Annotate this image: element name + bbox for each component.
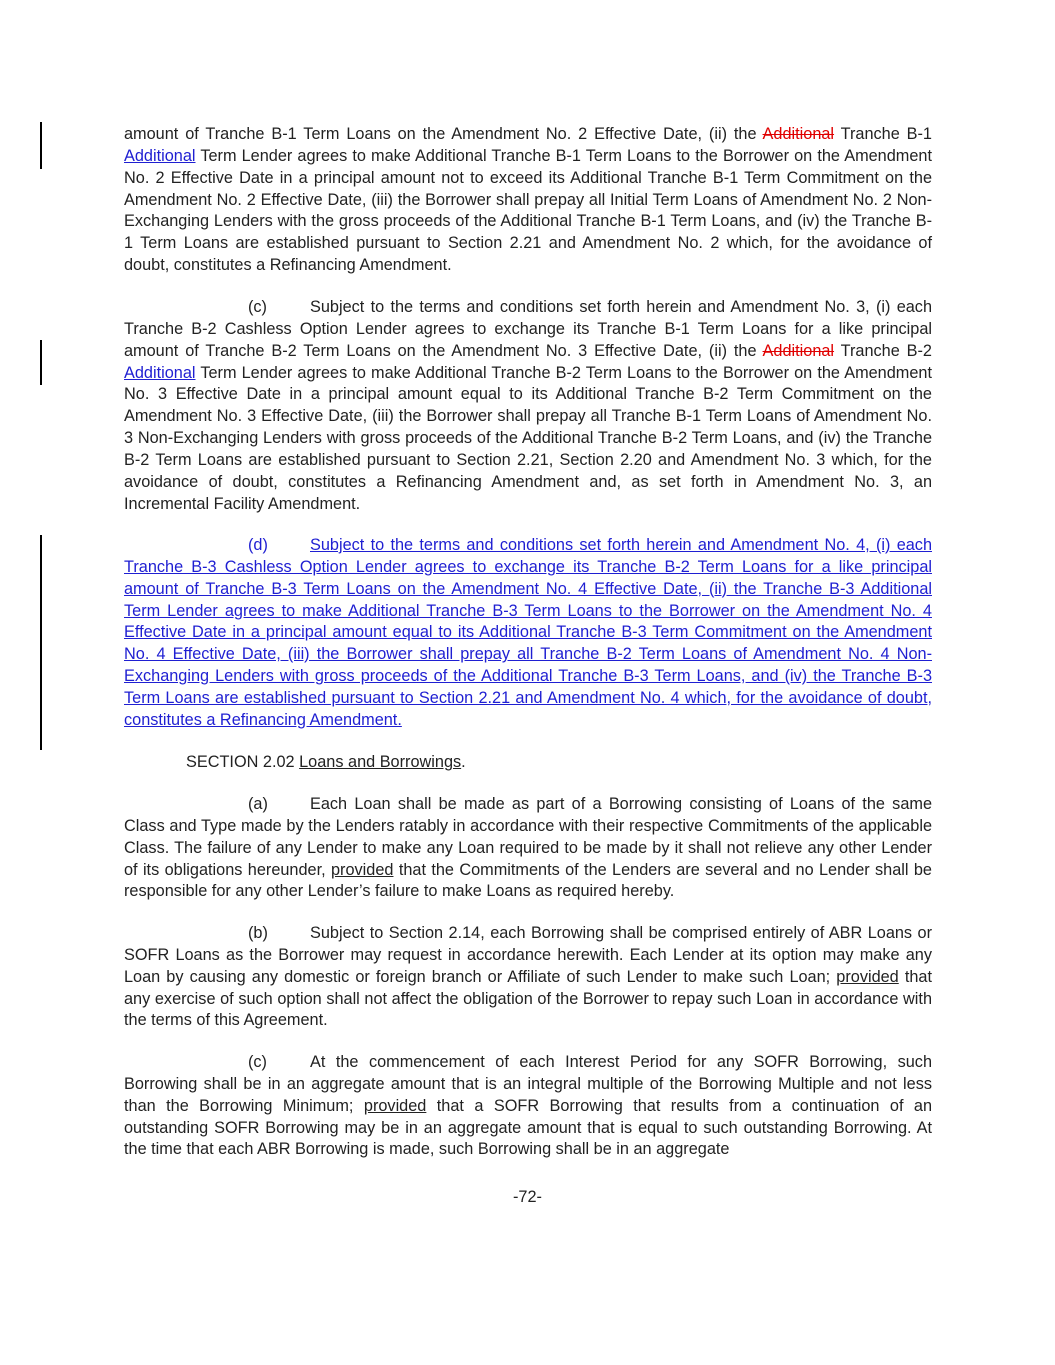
change-bar <box>40 122 42 169</box>
inserted-text: Additional <box>124 363 196 382</box>
inserted-text: Additional <box>124 146 196 165</box>
paragraph-a-loans: (a) Each Loan shall be made as part of a Borrowing consisting of Loans of the same Class and Type made by the Lenders ratably in accordance with their respective Commitments of the applicable Class. The failure of any Lender to make any Loan required to be made by it shall not relieve any other Lender of its obligations hereunder, provided that the Commitments of the Lenders are several and no Lender shall be responsible for any other Lender’s failure to make Loans as required hereby. <box>124 795 932 901</box>
paragraph-label: (a) <box>248 795 268 813</box>
section-heading: SECTION 2.02 Loans and Borrowings. <box>186 753 466 771</box>
paragraph-label: (d) <box>248 536 268 554</box>
defined-term: provided <box>363 1096 427 1115</box>
defined-term: provided <box>331 860 394 879</box>
paragraph-b-borrowing-type: (b) Subject to Section 2.14, each Borrowing shall be comprised entirely of ABR Loans or SOFR Loans as the Borrower may request in accordance herewith. Each Lender at its option may make any Loan by causing any domestic or foreign branch or Affiliate of such Lender to make such Loan; provided that any exercise of such option shall not affect the obligation of the Borrower to repay such Loan in accordance with the terms of this Agreement. <box>124 924 932 1030</box>
section-number: SECTION 2.02 <box>186 753 295 771</box>
inserted-text: Subject to the terms and conditions set forth herein and Amendment No. 4, (i) each Tranche B-3 Cashless Option Lender agrees to exchange its Tranche B-2 Term Loans for a like principal amount of Tranche B-3 Term Loans on the Amendment No. 4 Effective Date, (ii) the Tranche B-3 Additional Term Lender agrees to make Additional Tranche B-3 Term Loans to the Borrower on the Amendment No. 4 Effective Date in a principal amount equal to its Additional Tranche B-3 Term Commitment on the Amendment No. 4 Effective Date, (iii) the Borrower shall prepay all Tranche B-2 Term Loans of Amendment No. 4 Non-Exchanging Lenders with gross proceeds of the Additional Tranche B-3 Term Loans, and (iv) the Tranche B-3 Term Loans are established pursuant to Section 2.21 and Amendment No. 4 which, for the avoidance of doubt, constitutes a Refinancing Amendment. <box>124 536 932 729</box>
section-title: Loans and Borrowings <box>299 753 462 771</box>
paragraph-d-tranche-b3-inserted <box>124 535 932 732</box>
page-number: -72- <box>513 1188 542 1206</box>
paragraph-label: (c) <box>248 298 267 316</box>
paragraph-c-tranche-b2: (c) Subject to the terms and conditions set forth herein and Amendment No. 3, (i) each Tranche B-2 Cashless Option Lender agrees to exchange its Tranche B-1 Term Loans for a like principal amount of Tranche B-2 Term Loans on the Amendment No. 3 Effective Date, (ii) the Additional Tranche B-2 Additional Term Lender agrees to make Additional Tranche B-2 Term Loans to the Borrower on the Amendment No. 3 Effective Date in a principal amount equal to its Additional Tranche B-2 Term Commitment on the Amendment No. 3 Effective Date, (iii) the Borrower shall prepay all Tranche B-1 Term Loans of Amendment No. 3 Non-Exchanging Lenders with gross proceeds of the Additional Tranche B-2 Term Loans, and (iv) the Tranche B-2 Term Loans are established pursuant to Section 2.21, Section 2.20 and Amendment No. 3 which, for the avoidance of doubt, constitutes a Refinancing Amendment and, as set forth in Amendment No. 3, an Incremental Facility Amendment. <box>124 298 932 513</box>
change-bar <box>40 340 42 385</box>
defined-term: provided <box>836 967 899 986</box>
deleted-text: Additional <box>762 341 835 360</box>
paragraph-label: (c) <box>248 1053 267 1071</box>
deleted-text: Additional <box>762 125 835 143</box>
paragraph-label: (b) <box>248 924 268 942</box>
change-bar <box>40 535 42 750</box>
paragraph-b1: amount of Tranche B-1 Term Loans on the Amendment No. 2 Effective Date, (ii) the Additional Tranche B-1 Additional Term Lender agrees to make Additional Tranche B-1 Term Loans to the Borrower on the Amendment No. 2 Effective Date in a principal amount not to exceed its Additional Tranche B-1 Term Commitment on the Amendment No. 2 Effective Date, (iii) the Borrower shall prepay all Initial Term Loans of Amendment No. 2 Non-Exchanging Lenders with the gross proceeds of the Additional Tranche B-1 Term Loans, and (iv) the Tranche B-1 Term Loans are established pursuant to Section 2.21 and Amendment No. 2 which, for the avoidance of doubt, constitutes a Refinancing Amendment. <box>124 125 932 275</box>
paragraph-c-interest-period: (c) At the commencement of each Interest Period for any SOFR Borrowing, such Borrowing shall be in an aggregate amount that is an integral multiple of the Borrowing Multiple and not less than the Borrowing Minimum; provided that a SOFR Borrowing that results from a continuation of an outstanding SOFR Borrowing may be in an aggregate amount that is equal to such outstanding Borrowing. At the time that each ABR Borrowing is made, such Borrowing shall be in an aggregate <box>124 1053 932 1159</box>
